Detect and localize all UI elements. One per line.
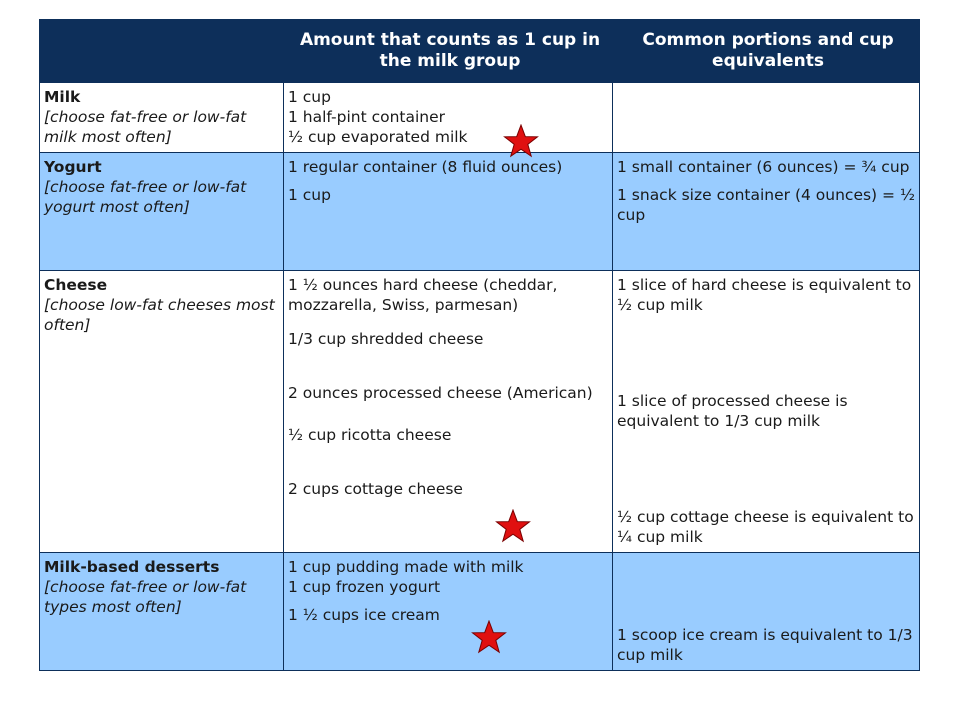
table-row-milk	[40, 83, 920, 153]
category-name: Milk-based desserts	[44, 558, 220, 576]
amount-item: 1 ½ cups ice cream	[288, 606, 440, 624]
portion-item: 1 scoop ice cream is equivalent to 1/3 cup milk	[617, 626, 913, 664]
amount-item: 1 half-pint container	[288, 108, 446, 126]
portion-item: ½ cup cottage cheese is equivalent to ¼ cup milk	[617, 508, 914, 546]
amount-item: 1 cup pudding made with milk	[288, 558, 524, 576]
amount-item: ½ cup ricotta cheese	[288, 426, 452, 444]
amount-item: 1 cup frozen yogurt	[288, 578, 441, 596]
header-portions: Common portions and cup equivalents	[613, 20, 920, 83]
amount-item: 1 cup	[288, 186, 331, 204]
header-amount: Amount that counts as 1 cup in the milk group	[284, 20, 613, 83]
category-cell	[40, 271, 284, 553]
amount-cell	[284, 553, 613, 671]
category-name: Milk	[44, 88, 81, 106]
table-row-yogurt	[40, 153, 920, 271]
category-cell	[40, 83, 284, 153]
portion-item: 1 slice of processed cheese is equivalent to 1/3 cup milk	[617, 392, 848, 430]
amount-cell	[284, 271, 613, 553]
amount-item: 2 ounces processed cheese (American)	[288, 384, 593, 402]
portion-item: 1 slice of hard cheese is equivalent to ½ cup milk	[617, 276, 912, 314]
category-name: Yogurt	[44, 158, 102, 176]
category-note: [choose fat-free or low-fat yogurt most often]	[44, 178, 247, 216]
portion-item: 1 snack size container (4 ounces) = ½ cup	[617, 186, 915, 224]
category-note: [choose fat-free or low-fat milk most often]	[44, 108, 247, 146]
star-icon	[495, 509, 531, 543]
star-icon	[471, 620, 507, 654]
portion-cell	[613, 271, 920, 553]
category-note: [choose fat-free or low-fat types most often]	[44, 578, 247, 616]
category-note: [choose low-fat cheeses most often]	[44, 296, 275, 334]
category-cell	[40, 153, 284, 271]
table-row-cheese	[40, 271, 920, 553]
portion-cell	[613, 83, 920, 153]
amount-item: 1/3 cup shredded cheese	[288, 330, 484, 348]
amount-cell	[284, 153, 613, 271]
portion-cell	[613, 553, 920, 671]
portion-cell	[613, 153, 920, 271]
header-row	[40, 20, 920, 83]
milk-group-table	[39, 19, 920, 671]
header-category	[40, 20, 284, 83]
star-icon	[503, 124, 539, 158]
amount-item: 1 regular container (8 fluid ounces)	[288, 158, 563, 176]
amount-item: 2 cups cottage cheese	[288, 480, 463, 498]
category-cell	[40, 553, 284, 671]
amount-item: 1 cup	[288, 88, 331, 106]
amount-item: ½ cup evaporated milk	[288, 128, 468, 146]
amount-cell	[284, 83, 613, 153]
amount-item: 1 ½ ounces hard cheese (cheddar, mozzarella, Swiss, parmesan)	[288, 276, 558, 314]
category-name: Cheese	[44, 276, 108, 294]
portion-item: 1 small container (6 ounces) = ¾ cup	[617, 158, 910, 176]
